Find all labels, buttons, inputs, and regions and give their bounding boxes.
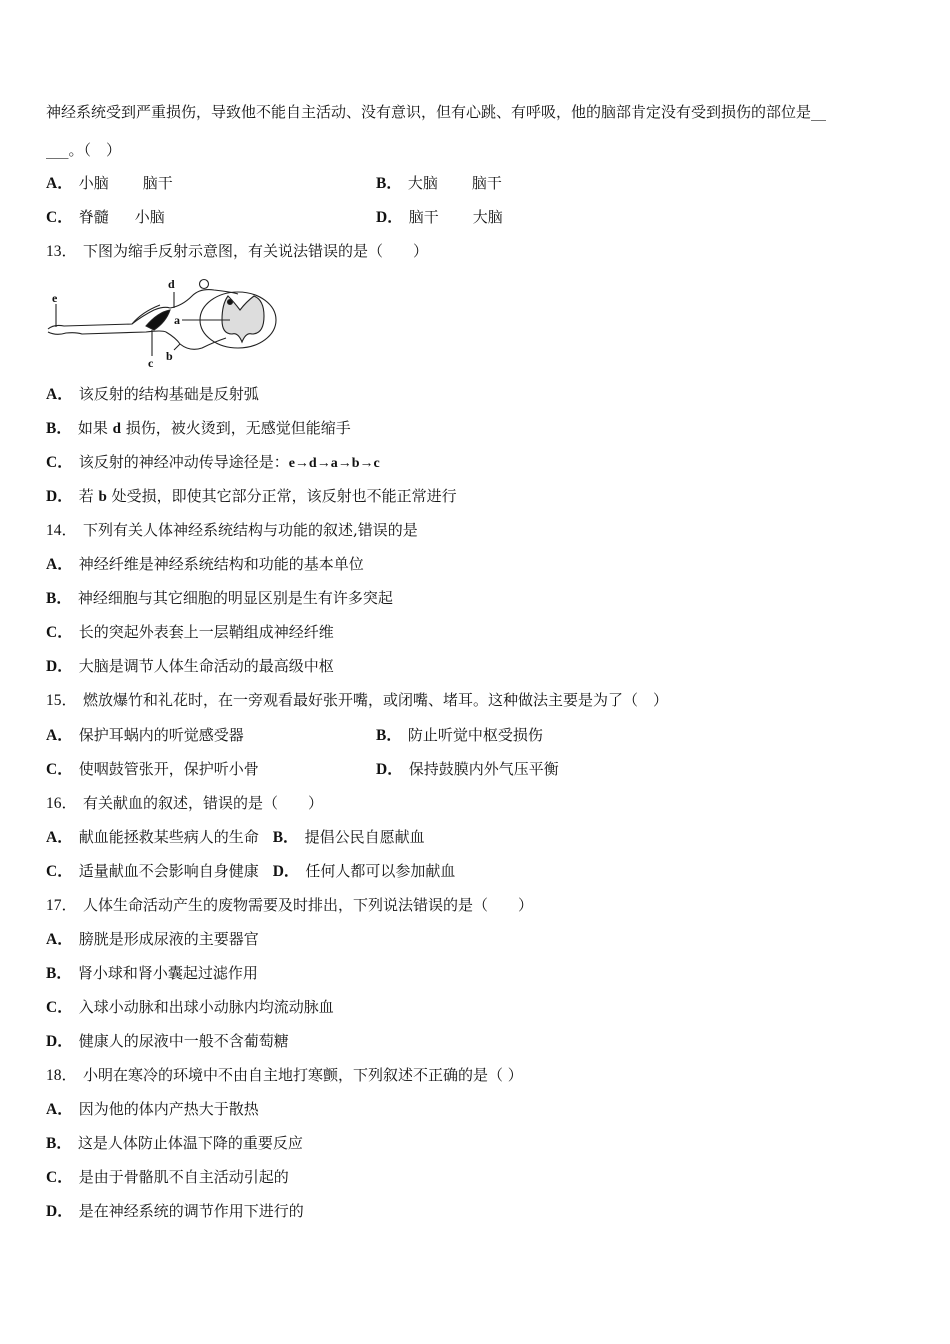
option-label: C． bbox=[46, 454, 73, 471]
option-label: D． bbox=[46, 1203, 73, 1220]
option-text: 献血能拯救某些病人的生命 bbox=[78, 828, 259, 846]
option-text: 神经纤维是神经系统结构和功能的基本单位 bbox=[78, 555, 364, 573]
option-label: C． bbox=[46, 209, 73, 226]
reflex-arc-diagram bbox=[42, 272, 278, 368]
option-label: A． bbox=[46, 829, 73, 846]
option-text: 处受损，即使其它部分正常，该反射也不能正常进行 bbox=[111, 487, 457, 505]
option-text: 是由于骨骼肌不自主活动引起的 bbox=[78, 1168, 289, 1186]
option-text: 这是人体防止体温下降的重要反应 bbox=[77, 1134, 303, 1152]
option-text: 膀胱是形成尿液的主要器官 bbox=[78, 930, 259, 948]
option-text: 健康人的尿液中一般不含葡萄糖 bbox=[78, 1032, 289, 1050]
option-text: 该反射的结构基础是反射弧 bbox=[78, 385, 259, 403]
question-number: 15． bbox=[46, 692, 78, 709]
option-label: A． bbox=[46, 1101, 73, 1118]
q18-option-b bbox=[46, 1133, 303, 1154]
option-label: D． bbox=[376, 761, 403, 778]
option-label: A． bbox=[46, 175, 73, 192]
q14-stem bbox=[46, 520, 418, 541]
q17-option-d bbox=[46, 1031, 289, 1052]
question-number: 16． bbox=[46, 795, 78, 812]
q17-option-b bbox=[46, 963, 258, 984]
option-text: 入球小动脉和出球小动脉内均流动脉血 bbox=[78, 998, 334, 1016]
diagram-label-c: c bbox=[148, 356, 154, 368]
option-text: 脑干 bbox=[471, 174, 502, 192]
q14-option-d bbox=[46, 656, 334, 677]
q12-option-c bbox=[46, 208, 165, 226]
question-number: 17． bbox=[46, 897, 78, 914]
q12-option-row-1 bbox=[46, 173, 502, 194]
option-text: 若 bbox=[78, 487, 94, 505]
q13-option-b bbox=[46, 418, 351, 439]
question-text: 燃放爆竹和礼花时，在一旁观看最好张开嘴，或闭嘴、堵耳。这种做法主要是为了（ ） bbox=[83, 691, 669, 709]
option-label: D． bbox=[376, 209, 403, 226]
option-text: 该反射的神经冲动传导途径是： bbox=[78, 453, 289, 471]
q14-option-a bbox=[46, 554, 364, 575]
q17-option-c bbox=[46, 997, 334, 1018]
q13-option-d bbox=[46, 486, 457, 507]
q16-option-a bbox=[46, 828, 259, 846]
q16-option-row-2 bbox=[46, 861, 455, 882]
question-text: 小明在寒冷的环境中不由自主地打寒颤，下列叙述不正确的是（ ） bbox=[83, 1066, 523, 1084]
option-label: A． bbox=[46, 727, 73, 744]
option-label: C． bbox=[46, 863, 73, 880]
option-label: C． bbox=[46, 999, 73, 1016]
diagram-label-a: a bbox=[174, 313, 180, 327]
option-label: D． bbox=[272, 863, 300, 880]
option-text: 是在神经系统的调节作用下进行的 bbox=[78, 1202, 304, 1220]
q15-option-d bbox=[376, 759, 559, 780]
diagram-label-b: b bbox=[166, 349, 173, 363]
q17-stem bbox=[46, 895, 533, 916]
option-text: 提倡公民自愿献血 bbox=[304, 828, 425, 846]
option-text: 保持鼓膜内外气压平衡 bbox=[408, 760, 559, 778]
question-number: 14． bbox=[46, 522, 78, 539]
q18-stem bbox=[46, 1065, 523, 1086]
option-text: 如果 bbox=[77, 419, 108, 437]
option-text: 神经细胞与其它细胞的明显区别是生有许多突起 bbox=[77, 589, 393, 607]
q16-option-b bbox=[273, 828, 425, 846]
question-number: 13． bbox=[46, 243, 78, 260]
q13-stem bbox=[46, 241, 428, 262]
q17-option-a bbox=[46, 929, 259, 950]
q15-option-c bbox=[46, 760, 259, 778]
q12-option-b bbox=[376, 173, 502, 194]
q15-option-b bbox=[376, 725, 543, 746]
q13-option-a bbox=[46, 384, 259, 405]
option-label: B． bbox=[46, 965, 72, 982]
q13-option-c bbox=[46, 452, 380, 474]
q18-option-c bbox=[46, 1167, 289, 1188]
option-text: 损伤，被火烫到，无感觉但能缩手 bbox=[125, 419, 351, 437]
q14-option-c bbox=[46, 622, 334, 643]
diagram-label-e: e bbox=[52, 291, 58, 305]
option-text: 任何人都可以参加献血 bbox=[305, 862, 456, 880]
option-label: D． bbox=[46, 488, 73, 505]
q14-option-b bbox=[46, 588, 393, 609]
option-latin: b bbox=[98, 489, 107, 505]
option-label: D． bbox=[46, 1033, 73, 1050]
q18-option-a bbox=[46, 1099, 259, 1120]
q12-stem-line1: 神经系统受到严重损伤，导致他不能自主活动、没有意识，但有心跳、有呼吸，他的脑部肯定没有受到损伤的部位是__ bbox=[46, 103, 827, 121]
option-text: 大脑 bbox=[407, 174, 438, 192]
option-label: B． bbox=[272, 829, 299, 846]
option-text: 适量献血不会影响自身健康 bbox=[78, 862, 259, 880]
option-text: 脑干 bbox=[142, 174, 173, 192]
option-text: 防止听觉中枢受损伤 bbox=[407, 726, 543, 744]
question-text: 下图为缩手反射示意图，有关说法错误的是（ ） bbox=[83, 242, 429, 260]
option-text: 肾小球和肾小囊起过滤作用 bbox=[77, 964, 258, 982]
option-text: 保护耳蜗内的听觉感受器 bbox=[78, 726, 244, 744]
q15-option-a bbox=[46, 726, 244, 744]
q16-stem bbox=[46, 793, 323, 814]
option-label: C． bbox=[46, 624, 73, 641]
option-text: 使咽鼓管张开，保护听小骨 bbox=[78, 760, 259, 778]
option-text: 大脑 bbox=[472, 208, 503, 226]
option-label: D． bbox=[46, 658, 73, 675]
option-latin: d bbox=[112, 421, 121, 437]
option-path: e→d→a→b→c bbox=[288, 456, 380, 471]
q15-option-row-2 bbox=[46, 759, 559, 780]
option-label: A． bbox=[46, 386, 73, 403]
option-label: B． bbox=[46, 420, 72, 437]
question-text: 下列有关人体神经系统结构与功能的叙述,错误的是 bbox=[83, 521, 418, 539]
option-label: C． bbox=[46, 761, 73, 778]
q12-option-d bbox=[376, 207, 503, 228]
option-text: 长的突起外表套上一层鞘组成神经纤维 bbox=[78, 623, 334, 641]
q12-option-a bbox=[46, 174, 173, 192]
q12-option-row-2 bbox=[46, 207, 503, 228]
q18-option-d bbox=[46, 1201, 304, 1222]
diagram-label-d: d bbox=[168, 277, 175, 291]
option-label: B． bbox=[376, 727, 402, 744]
option-label: A． bbox=[46, 556, 73, 573]
option-text: 脊髓 bbox=[78, 208, 109, 226]
option-text: 小脑 bbox=[134, 208, 165, 226]
option-label: B． bbox=[46, 1135, 72, 1152]
question-text: 人体生命活动产生的废物需要及时排出，下列说法错误的是（ ） bbox=[83, 896, 534, 914]
q16-option-d bbox=[273, 862, 456, 880]
q15-option-row-1 bbox=[46, 725, 543, 746]
option-text: 大脑是调节人体生命活动的最高级中枢 bbox=[78, 657, 334, 675]
option-label: A． bbox=[46, 931, 73, 948]
option-text: 因为他的体内产热大于散热 bbox=[78, 1100, 259, 1118]
question-number: 18． bbox=[46, 1067, 78, 1084]
q12-stem-line2: ___。（ ） bbox=[46, 141, 122, 159]
q16-option-row-1 bbox=[46, 827, 425, 848]
option-text: 小脑 bbox=[78, 174, 109, 192]
option-label: B． bbox=[376, 175, 402, 192]
question-text: 有关献血的叙述，错误的是（ ） bbox=[83, 794, 324, 812]
q16-option-c bbox=[46, 862, 259, 880]
option-label: C． bbox=[46, 1169, 73, 1186]
option-text: 脑干 bbox=[408, 208, 439, 226]
q15-stem bbox=[46, 690, 668, 711]
option-label: B． bbox=[46, 590, 72, 607]
